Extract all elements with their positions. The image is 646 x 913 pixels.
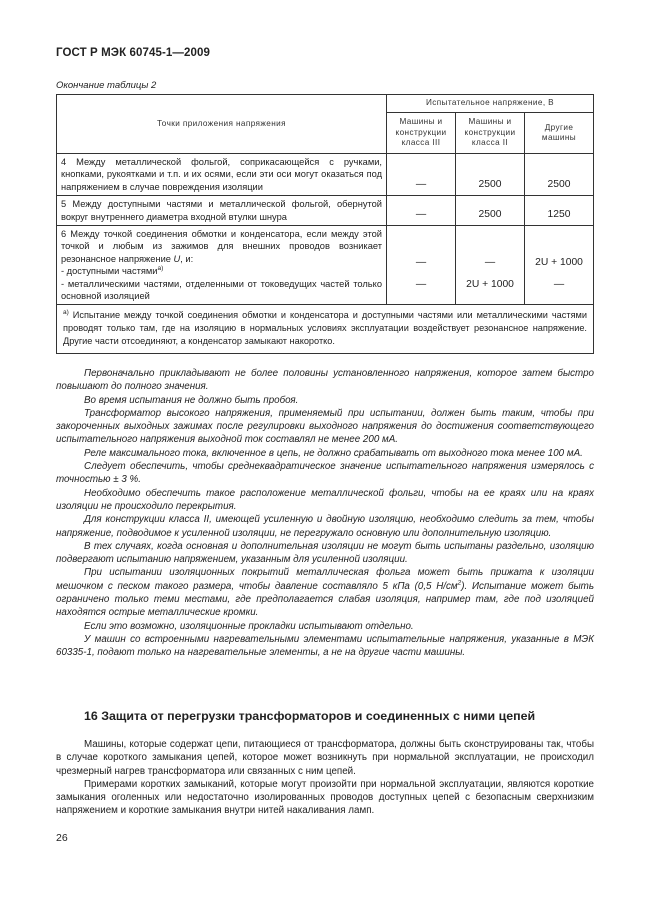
paragraph: Необходимо обеспечить такое расположение металлической фольги, чтобы на ее краях или на краях изоляции не происходило перекрытия.	[56, 487, 594, 512]
section-heading: 16 Защита от перегрузки трансформаторов и соединенных с ними цепей	[84, 709, 536, 723]
row6-sub-metal: - металлическими частями, отделенными от токоведущих частей только основной изоляцией	[61, 278, 382, 302]
paragraph: Первоначально прикладывают не более половины установленного напряжения, которое затем быстро повышают до полного значения.	[56, 368, 594, 393]
row4-other-value: 2500	[525, 154, 594, 196]
row6-other-value-2: —	[553, 279, 565, 291]
col-header-points: Точки приложения напряжения	[57, 95, 387, 154]
paragraph: Если это возможно, изоляционные прокладки испытывают отдельно.	[84, 620, 414, 632]
col-header-class3: Машины и конструкции класса III	[387, 113, 456, 154]
row4-class2-value: 2500	[456, 154, 525, 196]
col-header-class2: Машины и конструкции класса II	[456, 113, 525, 154]
row6-description: 6 Между точкой соединения обмотки и конденсатора, если между этой точкой и любым из зажимов для внешних проводов возникает резонансное напряжение U, и: - доступными частями$^{a)}$ - металлическими частями, отделенными от токоведущих частей только основной изоляцией	[57, 226, 387, 305]
row5-other-value: 1250	[525, 196, 594, 226]
table-footnote: $^{a)}$ Испытание между точкой соединения обмотки и конденсатора и доступными частями или металлическими частями проводят только там, где на изоляцию в нормальных условиях эксплуатации воздействует резонансное напряжение. Другие части отсоединяют, а конденсатор замыкают накоротко.	[57, 305, 594, 353]
paragraph: Трансформатор высокого напряжения, применяемый при испытании, должен быть таким, чтобы при закороченных выходных зажимах после регулировки выходного напряжения до достижения соответствующего испытательного напряжения выходной ток составлял не менее 200 мА.	[56, 407, 594, 446]
row6-class2-value-2: 2U + 1000	[466, 279, 514, 291]
paragraph: У машин со встроенными нагревательными элементами испытательные напряжения, указанные в МЭК 60335-1, подают только на нагревательные элементы, а не на другие части машины.	[56, 633, 594, 659]
row6-class3-value-1: —	[415, 257, 427, 269]
paragraph: При испытании изоляционных покрытий металлическая фольга может быть прижата к изоляции мешочком с песком такого размера, чтобы давление составляло 5 кПа (0,5 $Н/см^2$). Испытание может быть ограничено только теми местами, где предполагается слабая изоляция, например там, где под изоляцией находятся острые металлические кромки.	[56, 567, 594, 619]
document-standard-header: ГОСТ Р МЭК 60745-1—2009	[56, 47, 210, 59]
paragraph: Следует обеспечить, чтобы среднеквадратическое значение испытательного напряжения измерялось с точностью ± 3 %.	[56, 461, 594, 486]
table-row	[57, 154, 594, 196]
row4-description: 4 Между металлической фольгой, соприкасающейся с ручками, кнопками, рукоятками и т.п. и их осями, если эти оси могут оказаться под напряжением в случае повреждения изоляции	[57, 154, 387, 196]
section-text	[56, 738, 594, 818]
test-procedure-text	[56, 367, 594, 660]
row6-other-value-1: 2U + 1000	[535, 257, 583, 269]
paragraph: Машины, которые содержат цепи, питающиеся от трансформатора, должны быть сконструированы так, чтобы в случае короткого замыкания цепей, которое может возникнуть при нормальной эксплуатации, не происходил чрезмерный нагрев трансформатора или связанных с ним цепей.	[56, 739, 594, 777]
row4-class3-value: —	[387, 154, 456, 196]
paragraph: В тех случаях, когда основная и дополнительная изоляции не могут быть испытаны раздельно, изоляцию подвергают испытанию напряжением, указанным для усиленной изоляции.	[56, 540, 594, 566]
table-row	[57, 196, 594, 226]
paragraph: Примерами коротких замыканий, которые могут произойти при нормальной эксплуатации, являются короткие замыкания оголенных или недостаточно изолированных проводов доступных цепей с безопасным сверхнизким напряжением и короткие замыкания внутри нитей накаливания ламп.	[56, 778, 594, 817]
col-header-voltage: Испытательное напряжение, В	[387, 95, 594, 113]
row5-description: 5 Между доступными частями и металлической фольгой, обернутой вокруг внутреннего диаметра входной втулки шнура	[57, 196, 387, 226]
row6-class2-value-1: —	[484, 257, 496, 269]
row5-class2-value: 2500	[456, 196, 525, 226]
page-number: 26	[56, 832, 68, 844]
test-voltage-table	[56, 94, 594, 354]
row6-sub-accessible: - доступными частями	[61, 266, 158, 277]
paragraph: Реле максимального тока, включенное в цепь, не должно срабатывать от выходного тока менее 100 мА.	[84, 447, 583, 459]
col-header-other: Другие машины	[525, 113, 594, 154]
row6-class3-value-2: —	[415, 279, 427, 291]
footnote-mark: a)	[63, 309, 69, 317]
row5-class3-value: —	[387, 196, 456, 226]
paragraph: Для конструкции класса II, имеющей усиленную и двойную изоляцию, необходимо следить за тем, чтобы напряжение, подводимое к усиленной изоляции, не перегружало основную или дополнительную изоляцию.	[56, 514, 594, 539]
paragraph: Во время испытания не должно быть пробоя.	[84, 394, 299, 406]
table-row	[57, 226, 594, 305]
footnote-ref: a)	[157, 265, 164, 273]
table-caption: Окончание таблицы 2	[56, 80, 157, 91]
